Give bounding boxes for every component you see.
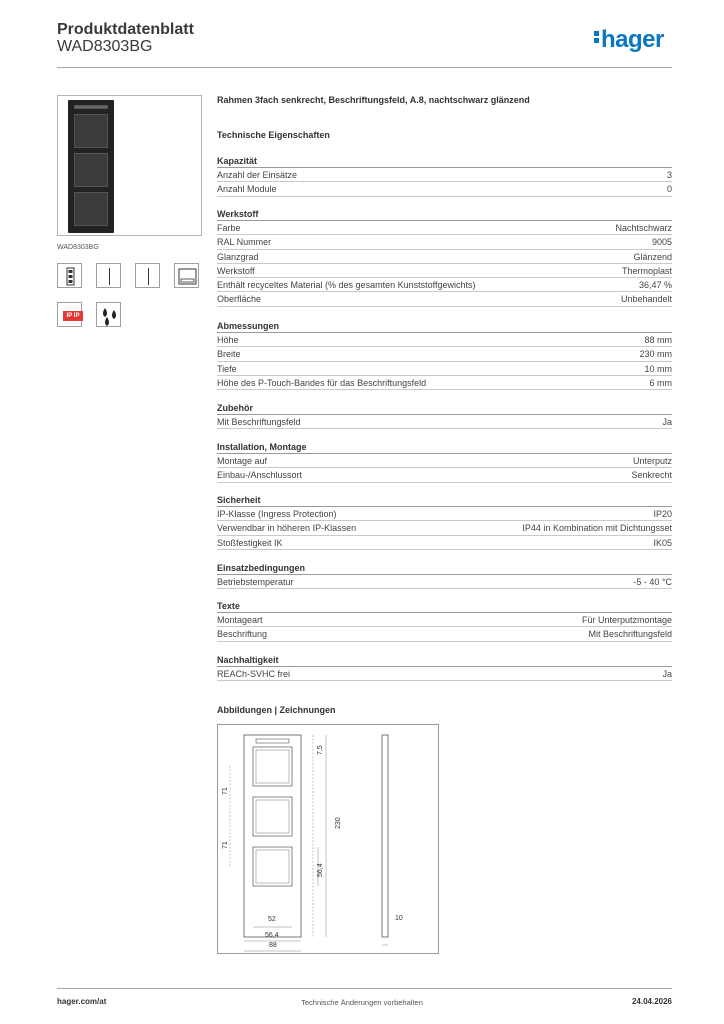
section-material bbox=[217, 208, 672, 307]
section-heading: Zubehör bbox=[217, 402, 672, 415]
row-value: Ja bbox=[662, 417, 672, 427]
section-heading: Kapazität bbox=[217, 155, 672, 168]
row-label: Anzahl der Einsätze bbox=[217, 170, 298, 180]
section-texts bbox=[217, 600, 672, 642]
row-value: Nachtschwarz bbox=[615, 223, 672, 233]
row-value: IK05 bbox=[653, 537, 672, 548]
dim-71-bottom: 71 bbox=[222, 841, 229, 849]
dim-7-5: 7,5 bbox=[317, 745, 324, 755]
section-heading: Sicherheit bbox=[217, 494, 672, 507]
dim-10: 10 bbox=[395, 915, 403, 922]
dim-230: 230 bbox=[335, 817, 342, 829]
ip-badge: IP IP bbox=[63, 311, 83, 321]
vertical-frame-icon bbox=[57, 263, 82, 288]
dim-56-4-horizontal: 56,4 bbox=[265, 932, 279, 939]
table-row bbox=[217, 627, 672, 641]
dim-71-top: 71 bbox=[222, 787, 229, 795]
section-capacity bbox=[217, 155, 672, 197]
table-row bbox=[217, 521, 672, 535]
frame-opening-3 bbox=[74, 192, 108, 226]
row-value: Thermoplast bbox=[621, 265, 672, 276]
row-label: Betriebstemperatur bbox=[217, 577, 294, 587]
row-label: Glanzgrad bbox=[217, 251, 259, 262]
row-value: 0 bbox=[666, 184, 672, 195]
water-drops-icon bbox=[96, 302, 121, 327]
table-row bbox=[217, 575, 672, 589]
row-label: IP-Klasse (Ingress Protection) bbox=[217, 509, 337, 519]
table-row bbox=[217, 221, 672, 235]
row-label: Montageart bbox=[217, 615, 263, 625]
table-row bbox=[217, 667, 672, 681]
row-label: Anzahl Module bbox=[217, 184, 277, 195]
row-label: Montage auf bbox=[217, 456, 268, 466]
technical-heading: Technische Eigenschaften bbox=[217, 130, 330, 140]
table-row bbox=[217, 507, 672, 521]
row-value: Ja bbox=[662, 669, 672, 679]
row-label: Beschriftung bbox=[217, 629, 268, 640]
table-row bbox=[217, 278, 672, 292]
table-row bbox=[217, 235, 672, 249]
section-heading: Texte bbox=[217, 600, 672, 613]
logo-text: hager bbox=[601, 26, 664, 53]
row-value: 230 mm bbox=[639, 349, 672, 360]
section-dimensions bbox=[217, 320, 672, 390]
table-row bbox=[217, 292, 672, 306]
row-label: Höhe des P-Touch-Bandes für das Beschriftungsfeld bbox=[217, 377, 427, 388]
section-heading: Werkstoff bbox=[217, 208, 672, 221]
logo-dots-icon bbox=[594, 29, 599, 45]
document-title: Produktdatenblatt bbox=[57, 21, 194, 38]
section-heading: Nachhaltigkeit bbox=[217, 654, 672, 667]
row-label: Farbe bbox=[217, 223, 241, 233]
row-value: Glänzend bbox=[633, 251, 672, 262]
row-label: REACh-SVHC frei bbox=[217, 669, 291, 679]
row-value: 6 mm bbox=[649, 377, 672, 388]
dim-88: 88 bbox=[269, 942, 277, 949]
row-label: Oberfläche bbox=[217, 294, 262, 305]
row-label: Einbau-/Anschlussort bbox=[217, 470, 303, 481]
footer-note: Technische Änderungen vorbehalten bbox=[301, 998, 423, 1007]
row-value: Senkrecht bbox=[631, 470, 672, 481]
row-value: 9005 bbox=[651, 237, 672, 248]
dim-52: 52 bbox=[268, 916, 276, 923]
row-label: Breite bbox=[217, 349, 241, 360]
article-number: WAD8303BG bbox=[57, 38, 153, 55]
section-heading: Einsatzbedingungen bbox=[217, 562, 672, 575]
row-label: Werkstoff bbox=[217, 265, 255, 276]
table-row bbox=[217, 454, 672, 468]
row-value: IP20 bbox=[653, 509, 672, 519]
table-row bbox=[217, 347, 672, 361]
table-row bbox=[217, 333, 672, 347]
section-installation bbox=[217, 441, 672, 483]
table-row bbox=[217, 468, 672, 482]
label-field-icon bbox=[174, 263, 199, 288]
surface-mount-line-icon bbox=[96, 263, 121, 288]
table-row bbox=[217, 168, 672, 182]
row-label: RAL Nummer bbox=[217, 237, 272, 248]
row-value: 10 mm bbox=[644, 363, 672, 374]
table-row bbox=[217, 536, 672, 550]
row-value: 3 bbox=[666, 170, 672, 180]
label-field bbox=[74, 105, 108, 109]
table-row bbox=[217, 362, 672, 376]
table-row bbox=[217, 250, 672, 264]
section-heading: Abmessungen bbox=[217, 320, 672, 333]
dim-56-4-vertical: 56,4 bbox=[317, 863, 324, 877]
row-value: 36,47 % bbox=[638, 280, 672, 291]
header-divider bbox=[57, 67, 672, 68]
row-value: Unbehandelt bbox=[620, 294, 672, 305]
product-description: Rahmen 3fach senkrecht, Beschriftungsfeld, A.8, nachtschwarz glänzend bbox=[217, 95, 530, 105]
hager-logo bbox=[594, 28, 664, 52]
row-value: 88 mm bbox=[644, 335, 672, 345]
frame-opening-2 bbox=[74, 153, 108, 187]
section-operating-conditions bbox=[217, 562, 672, 589]
table-row bbox=[217, 182, 672, 196]
table-row bbox=[217, 415, 672, 429]
row-value: IP44 in Kombination mit Dichtungsset bbox=[522, 523, 672, 534]
footer-date: 24.04.2026 bbox=[631, 997, 672, 1006]
row-label: Enthält recyceltes Material (% des gesamten Kunststoffgewichts) bbox=[217, 280, 476, 291]
product-image bbox=[57, 95, 202, 236]
row-value: Für Unterputzmontage bbox=[581, 615, 672, 625]
section-accessories bbox=[217, 402, 672, 429]
table-row bbox=[217, 613, 672, 627]
image-caption: WAD8303BG bbox=[57, 244, 99, 251]
drawings-heading: Abbildungen | Zeichnungen bbox=[217, 705, 336, 715]
row-label: Verwendbar in höheren IP-Klassen bbox=[217, 523, 357, 534]
row-value: Mit Beschriftungsfeld bbox=[588, 629, 672, 640]
frame-opening-1 bbox=[74, 114, 108, 148]
row-label: Stoßfestigkeit IK bbox=[217, 537, 283, 548]
frame-picture bbox=[68, 100, 114, 233]
row-label: Höhe bbox=[217, 335, 239, 345]
row-value: Unterputz bbox=[632, 456, 672, 466]
section-sustainability bbox=[217, 654, 672, 681]
section-heading: Installation, Montage bbox=[217, 441, 672, 454]
row-label: Mit Beschriftungsfeld bbox=[217, 417, 301, 427]
technical-drawing bbox=[217, 724, 439, 954]
table-row bbox=[217, 264, 672, 278]
section-safety bbox=[217, 494, 672, 550]
footer-website: hager.com/at bbox=[57, 997, 107, 1006]
row-value: -5 - 40 °C bbox=[633, 577, 672, 587]
row-label: Tiefe bbox=[217, 363, 237, 374]
flush-mount-line-icon bbox=[135, 263, 160, 288]
table-row bbox=[217, 376, 672, 390]
footer-divider bbox=[57, 988, 672, 989]
